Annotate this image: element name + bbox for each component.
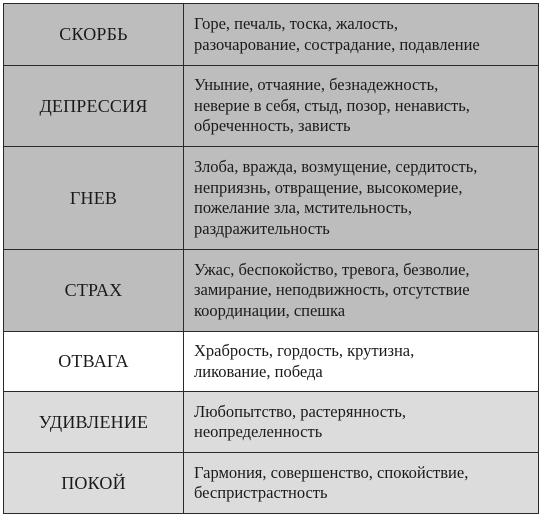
description-line: Горе, печаль, тоска, жалость, — [194, 14, 398, 33]
table-row — [4, 250, 539, 332]
description-line: замирание, неподвижность, отсутствие — [194, 280, 470, 300]
description-line: Ужас, беспокойство, тревога, безволие, — [194, 259, 470, 279]
description-line: Храбрость, гордость, крутизна, — [194, 341, 415, 360]
description-line: неприязнь, отвращение, высокомерие, — [194, 177, 463, 197]
description-line: координации, спешка — [194, 300, 346, 320]
description-line: неопределенность — [194, 422, 323, 441]
emotion-name-cell: ДЕПРЕССИЯ — [4, 66, 184, 147]
table-row — [4, 332, 539, 392]
description-line: пожелание зла, мстительность, — [194, 198, 412, 217]
description-line: беспристрастность — [194, 483, 328, 502]
emotion-name-cell: СТРАХ — [4, 250, 184, 332]
table-row — [4, 453, 539, 514]
description-line: неверие в себя, стыд, позор, ненависть, — [194, 95, 470, 115]
emotion-description-cell — [184, 66, 539, 147]
emotion-description-cell — [184, 392, 539, 453]
description-line: раздражительность — [194, 218, 330, 238]
emotion-name-cell: УДИВЛЕНИЕ — [4, 392, 184, 453]
emotion-description-cell — [184, 453, 539, 514]
table-row — [4, 66, 539, 147]
emotion-name-cell: ОТВАГА — [4, 332, 184, 392]
emotion-description-cell — [184, 250, 539, 332]
emotion-name-cell: ГНЕВ — [4, 147, 184, 250]
description-line: разочарование, сострадание, подавление — [194, 34, 480, 54]
emotions-table — [3, 3, 539, 514]
description-line: Любопытство, растерянность, — [194, 401, 406, 421]
description-line: ликование, победа — [194, 361, 323, 381]
emotion-description-cell — [184, 332, 539, 392]
emotion-name-cell: ПОКОЙ — [4, 453, 184, 514]
description-line: обреченность, зависть — [194, 116, 351, 136]
table-row — [4, 147, 539, 250]
emotion-description-cell — [184, 4, 539, 66]
emotion-description-cell — [184, 147, 539, 250]
table-row — [4, 392, 539, 453]
description-line: Гармония, совершенство, спокойствие, — [194, 462, 469, 482]
table-row — [4, 4, 539, 66]
description-line: Уныние, отчаяние, безнадежность, — [194, 75, 439, 95]
description-line: Злоба, вражда, возмущение, сердитость, — [194, 157, 478, 176]
emotion-name-cell: СКОРБЬ — [4, 4, 184, 66]
